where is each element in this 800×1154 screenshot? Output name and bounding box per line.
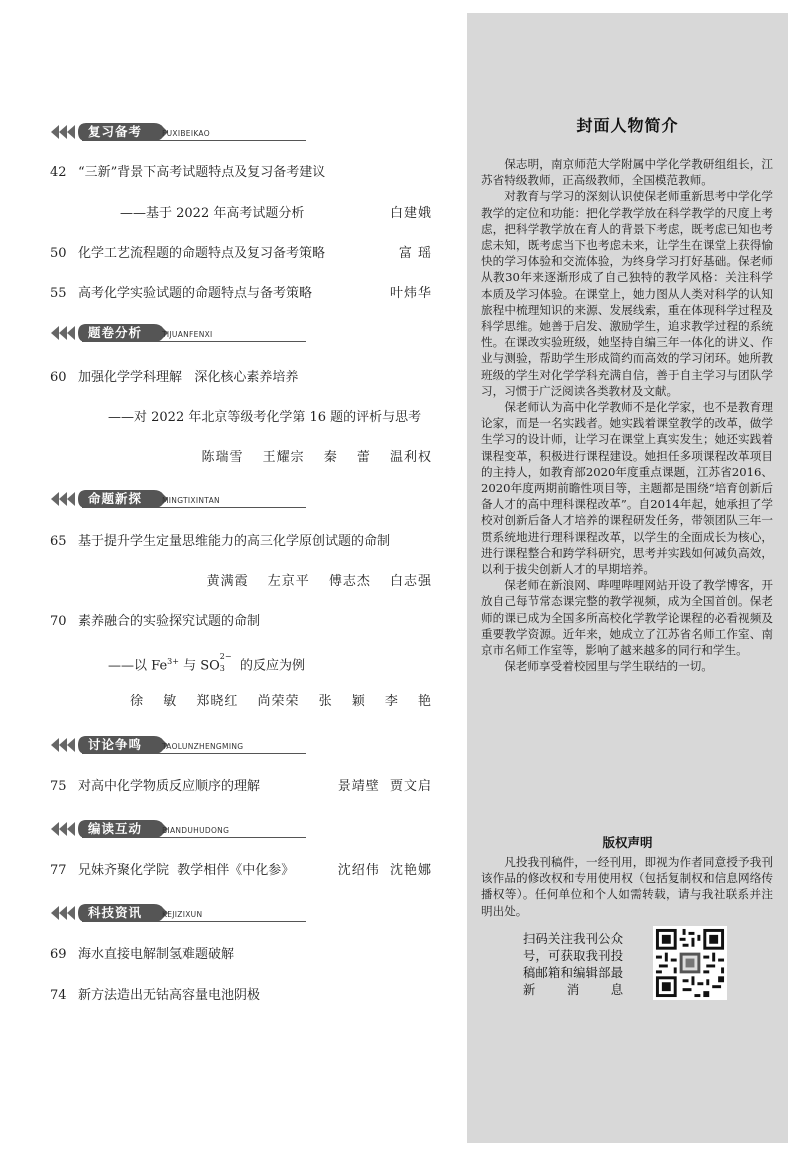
divider — [82, 341, 306, 342]
article-authors: 景靖壁 贾文启 — [337, 779, 432, 794]
article-title: 兄妹齐聚化学院 教学相伴《中化参》 — [78, 863, 295, 878]
divider — [82, 753, 306, 754]
qr-code-icon[interactable] — [653, 926, 727, 1000]
divider — [82, 921, 306, 922]
page-number: 70 — [50, 614, 67, 629]
copyright-text: 凡投我刊稿件，一经刊用，即视为作者同意授予我刊该作品的修改权和专用使用权（包括复制权和信息网络传播权等）。任何单位和个人如需转载，请与我社联系并注明出处。 — [481, 855, 773, 918]
section-pinyin: BIANDUHUDONG — [162, 826, 230, 835]
section-pinyin: MINGTIXINTAN — [162, 496, 220, 505]
article-title: 素养融合的实验探究试题的命制 — [78, 614, 261, 629]
profile-paragraph: 保老师享受着校园里与学生联结的一切。 — [504, 659, 713, 674]
page-number: 55 — [50, 286, 67, 301]
section-pinyin: TIJUANFENXI — [162, 330, 213, 339]
page-number: 50 — [50, 246, 67, 261]
section-header-kejizixun — [50, 904, 306, 922]
section-title: 科技资讯 — [88, 905, 143, 920]
article-authors: 沈绍伟 沈艳娜 — [337, 863, 432, 878]
article-subtitle — [108, 654, 305, 674]
subtitle-text: 与 SO — [178, 658, 220, 674]
section-title: 题卷分析 — [88, 325, 143, 340]
profile-body — [481, 156, 773, 675]
section-header-tijuanfenxi — [50, 324, 306, 342]
article-authors: 陈瑞雪 王耀宗 秦 蕾 温利权 — [201, 450, 432, 465]
section-header-mingtixintan — [50, 490, 306, 508]
divider — [82, 837, 306, 838]
article-title: 高考化学实验试题的命题特点与备考策略 — [78, 286, 313, 301]
ion-charge — [219, 652, 232, 674]
article-authors: 富 瑶 — [398, 246, 432, 261]
page-number: 60 — [50, 370, 67, 385]
subtitle-text: ——以 Fe — [108, 658, 168, 674]
page-number: 77 — [50, 863, 67, 878]
section-header-taolunzhengming — [50, 736, 306, 754]
superscript-charge: 3+ — [167, 657, 179, 666]
section-title: 命题新探 — [88, 491, 143, 506]
article-subtitle: ——对 2022 年北京等级考化学第 16 题的评析与思考 — [108, 410, 422, 425]
section-title: 编读互动 — [88, 821, 143, 836]
page-number: 69 — [50, 947, 67, 962]
section-title: 复习备考 — [88, 124, 143, 139]
article-title: 化学工艺流程题的命题特点及复习备考策略 — [78, 246, 326, 261]
profile-paragraph: 保老师认为高中化学教师不是化学家，也不是教育理论家，而是一名实践者。她实践着课堂教学的改革，做学生学习的设计师，让学习在课堂上真实发生；她还实践着课程变革，积极进行课程建设。她担任多项课程改革项目的主持人，如教育部2020年度重点课题，江苏省2016、2020年度两期前瞻性项目等，主题都是围绕“培育创新后备人才的高中理科课程改革”。自2014年起，她承担了学校对创新后备人才培养的课程研发任务，带领团队三年一贯系统地进行理科课程改革，以学生的全面成长为核心，进行课程整合和跨学科研究，思考并实践如何减负高效，以利于拔尖创新人才的早期培养。 — [481, 400, 773, 577]
article-title: 基于提升学生定量思维能力的高三化学原创试题的命制 — [78, 534, 391, 549]
profile-title: 封面人物简介 — [576, 116, 679, 135]
article-title: 新方法造出无钴高容量电池阴极 — [78, 988, 261, 1003]
superscript-charge: 2− — [219, 652, 232, 662]
article-title: 海水直接电解制氢难题破解 — [78, 947, 235, 962]
subtitle-text: 的反应为例 — [231, 658, 306, 674]
section-pinyin: KEJIZIXUN — [162, 910, 203, 919]
page-number: 65 — [50, 534, 67, 549]
article-title: 对高中化学物质反应顺序的理解 — [78, 779, 261, 794]
article-authors: 徐 敏 郑晓红 尚荣荣 张 颖 李 艳 — [130, 694, 432, 709]
page-number: 42 — [50, 165, 67, 180]
section-header-fuxibeikao — [50, 123, 306, 141]
article-authors: 黄满霞 左京平 傅志杰 白志强 — [206, 574, 432, 589]
page-number: 75 — [50, 779, 67, 794]
article-title: “三新”背景下高考试题特点及复习备考建议 — [78, 165, 326, 180]
cover-profile-panel — [467, 13, 788, 1143]
page-number: 74 — [50, 988, 67, 1003]
article-authors: 叶炜华 — [389, 286, 432, 301]
section-header-bianduhudong — [50, 820, 306, 838]
profile-paragraph: 保志明，南京师范大学附属中学化学教研组组长，江苏省特级教师，正高级教师，全国模范教师。 — [481, 157, 773, 188]
subscript-number: 3 — [219, 664, 225, 674]
divider — [82, 507, 306, 508]
copyright-title: 版权声明 — [602, 835, 653, 850]
article-subtitle: ——基于 2022 年高考试题分析 — [120, 206, 305, 221]
profile-paragraph: 保老师在新浪网、哔哩哔哩网站开设了教学博客，开放自己每节常态课完整的教学视频，成为全国首创。保老师的课已成为全国多所高校化学教学论课程的必看视频及重要教学资源。近年来，她成立了江苏省名师工作室、南京市名师工作室等，影响了越来越多的同行和学生。 — [481, 578, 773, 658]
qr-caption: 扫码关注我刊公众号，可获取我刊投稿邮箱和编辑部最新消息 — [523, 932, 623, 997]
article-authors: 白建娥 — [389, 206, 432, 221]
profile-paragraph: 对教育与学习的深刻认识使保老师重新思考中学化学教学的定位和功能：把化学教学放在科学教学的尺度上考虑，把科学教学放在育人的背景下考虑，既考虑已知也考虑未知，既考虑当下也考虑未来，让学生在课堂上获得愉快的学习体验和交流体验，为终身学习打好基础。保老师从教30年来逐渐形成了自己独特的教学风格：关注科学本质及学习体验。在课堂上，她力图从人类对科学的认知旅程中梳理知识的来源、发展线索，重在体现科学过程及科学思维。她善于启发、激励学生，追求教学过程的系统性。在课改实验班级，她坚持自编三年一体化的讲义、作业与测验，帮助学生形成简约而高效的学习闭环。她所教班级的学生对化学学科充满自信，善于自主学习与团队学习，习惯于广泛阅读各类教材及文献。 — [481, 189, 773, 398]
article-title: 加强化学学科理解 深化核心素养培养 — [78, 370, 299, 385]
section-pinyin: FUXIBEIKAO — [162, 129, 210, 138]
copyright-body — [481, 854, 773, 919]
section-title: 讨论争鸣 — [88, 737, 143, 752]
section-pinyin: TAOLUNZHENGMING — [162, 742, 244, 751]
divider — [82, 140, 306, 141]
